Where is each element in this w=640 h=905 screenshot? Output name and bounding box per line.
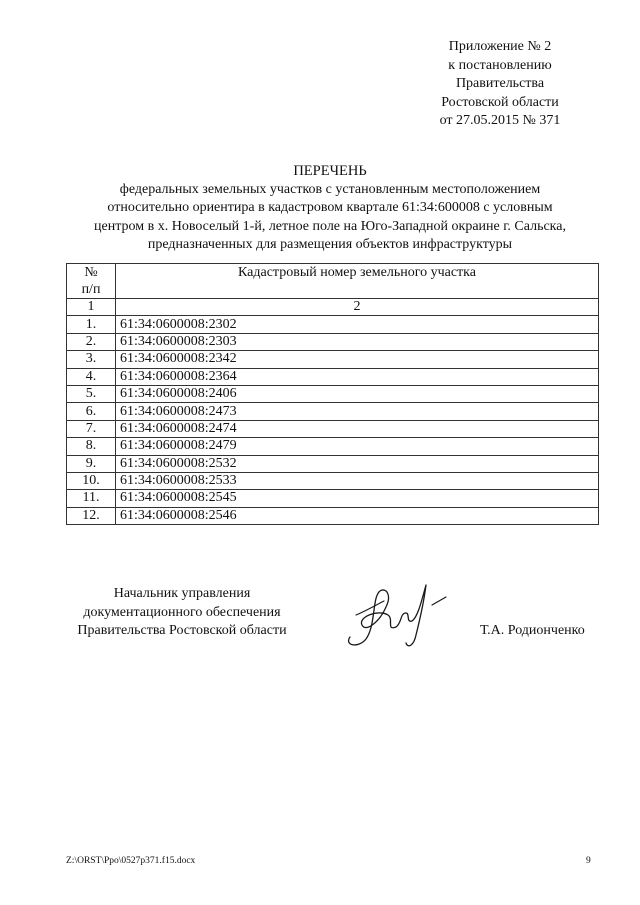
title-line: центром в х. Новоселый 1-й, летное поле на Юго-Западной окраине г. Сальска, (94, 218, 566, 234)
row-number-cell: 2. (67, 333, 116, 350)
header-number-symbol: № (84, 265, 98, 280)
cadastral-number-cell: 61:34:0600008:2303 (116, 333, 599, 350)
document-title (60, 162, 600, 255)
cadastral-number-cell: 61:34:0600008:2302 (116, 316, 599, 333)
cadastral-number-cell: 61:34:0600008:2545 (116, 490, 599, 507)
table-row (67, 333, 599, 350)
column-index-cell: 2 (116, 299, 599, 316)
title-heading: ПЕРЕЧЕНЬ (293, 163, 367, 179)
row-number-cell: 6. (67, 403, 116, 420)
appendix-line: Приложение № 2 (448, 39, 552, 54)
table-row (67, 438, 599, 455)
table-row (67, 472, 599, 489)
row-number-cell: 3. (67, 351, 116, 368)
signatory-position (66, 585, 298, 641)
row-number-cell: 4. (67, 368, 116, 385)
cadastral-number-cell: 61:34:0600008:2364 (116, 368, 599, 385)
table-row (67, 368, 599, 385)
cadastral-number-cell: 61:34:0600008:2533 (116, 472, 599, 489)
footer-page-number: 9 (586, 856, 591, 866)
row-number-cell: 8. (67, 438, 116, 455)
cadastral-number-cell: 61:34:0600008:2546 (116, 507, 599, 524)
cadastral-number-cell: 61:34:0600008:2342 (116, 351, 599, 368)
header-number-cell (67, 264, 116, 299)
cadastral-number-cell: 61:34:0600008:2406 (116, 385, 599, 402)
table-row (67, 351, 599, 368)
row-number-cell: 9. (67, 455, 116, 472)
cadastral-number-cell: 61:34:0600008:2473 (116, 403, 599, 420)
table-row (67, 403, 599, 420)
row-number-cell: 10. (67, 472, 116, 489)
table-row (67, 507, 599, 524)
row-number-cell: 5. (67, 385, 116, 402)
row-number-cell: 12. (67, 507, 116, 524)
signatory-name: Т.А. Родионченко (480, 623, 585, 638)
appendix-line: Правительства (455, 76, 545, 92)
header-cadastral-cell: Кадастровый номер земельного участка (116, 264, 599, 299)
appendix-reference (400, 38, 600, 131)
column-index-cell: 1 (67, 299, 116, 316)
column-index-row (67, 299, 599, 316)
position-line: документационного обеспечения (83, 604, 281, 620)
title-line: относительно ориентира в кадастровом квартале 61:34:600008 с условным (107, 200, 553, 216)
cadastral-number-cell: 61:34:0600008:2474 (116, 420, 599, 437)
appendix-line: от 27.05.2015 № 371 (439, 113, 561, 129)
appendix-line: к постановлению (448, 57, 552, 73)
table-header-row (67, 264, 599, 299)
cadastral-number-cell: 61:34:0600008:2532 (116, 455, 599, 472)
position-line: Правительства Ростовской области (77, 623, 287, 639)
appendix-line: Ростовской области (441, 94, 559, 110)
table-row (67, 455, 599, 472)
table-row (67, 490, 599, 507)
header-number-abbrev: п/п (81, 282, 101, 297)
parcels-table (66, 263, 599, 525)
title-line: предназначенных для размещения объектов инфраструктуры (147, 237, 513, 253)
table-row (67, 385, 599, 402)
position-line: Начальник управления (113, 586, 251, 601)
title-line: федеральных земельных участков с установленным местоположением (119, 181, 541, 197)
cadastral-number-cell: 61:34:0600008:2479 (116, 438, 599, 455)
handwritten-signature (336, 575, 456, 655)
table-row (67, 420, 599, 437)
footer-file-path: Z:\ORST\Ppo\0527p371.f15.docx (66, 856, 196, 866)
row-number-cell: 11. (67, 490, 116, 507)
row-number-cell: 7. (67, 420, 116, 437)
row-number-cell: 1. (67, 316, 116, 333)
table-row (67, 316, 599, 333)
